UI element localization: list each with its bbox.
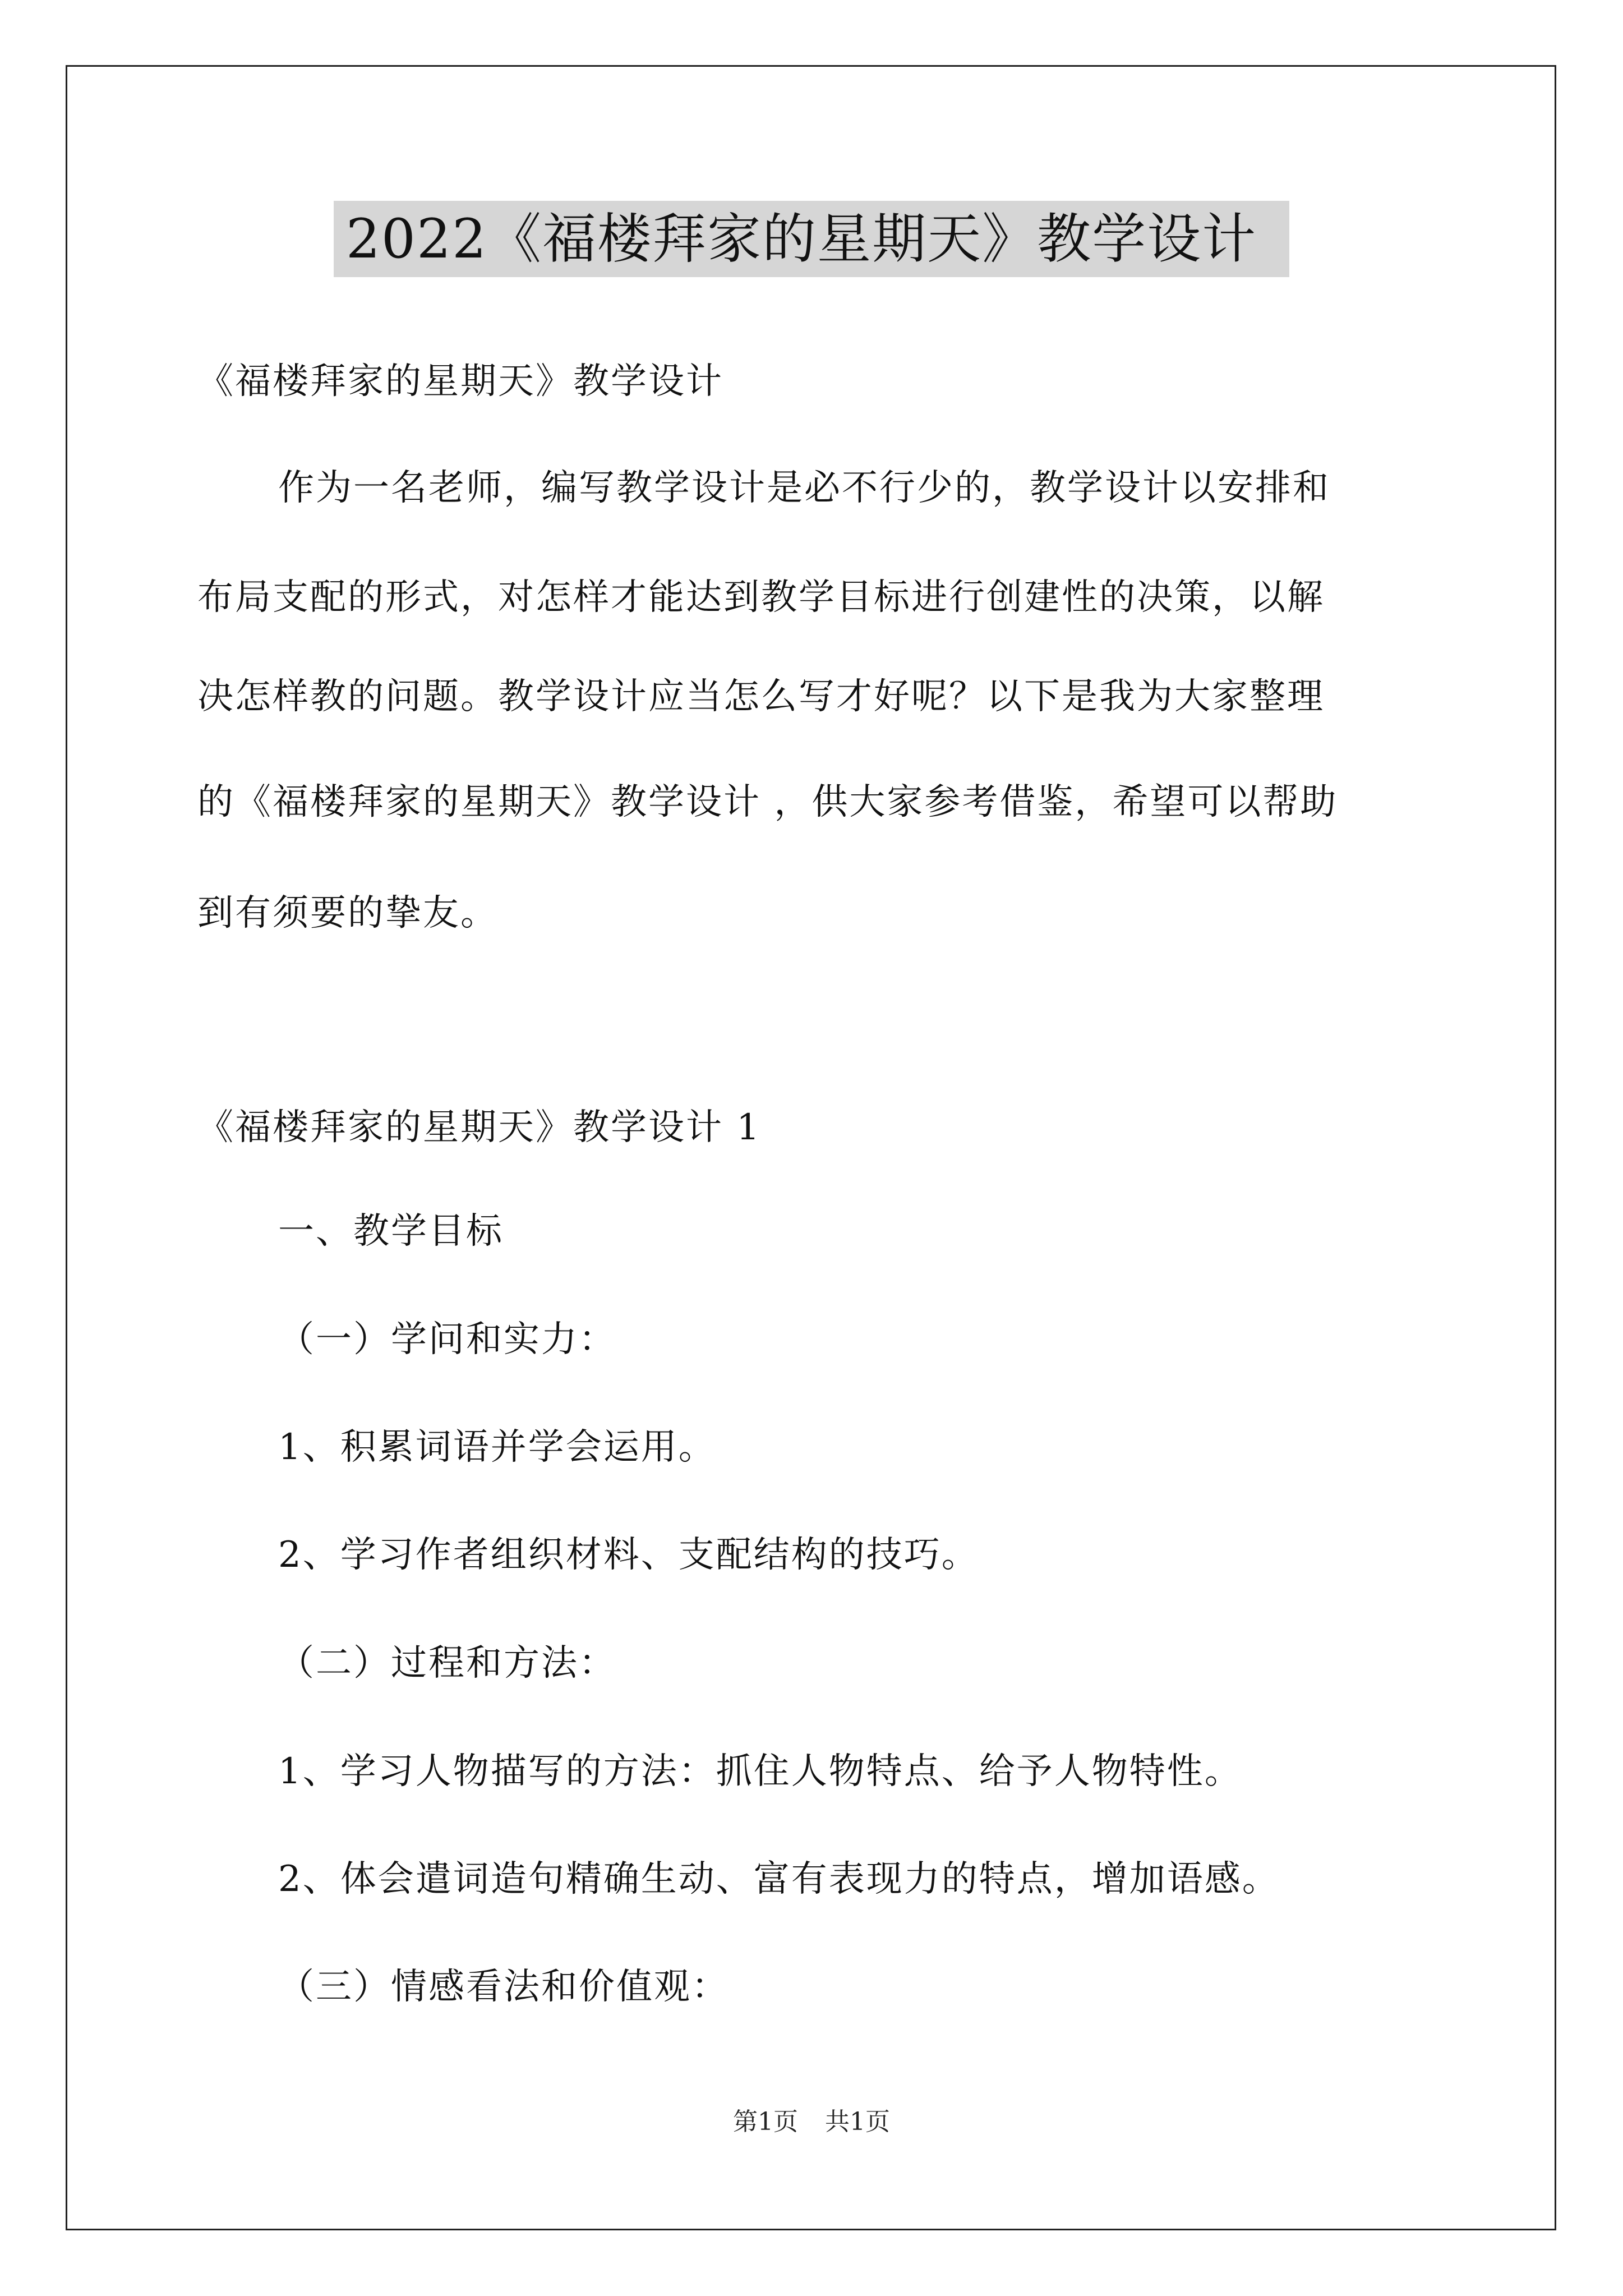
section-heading: 《福楼拜家的星期天》教学设计 1 <box>197 1107 762 1148</box>
document-title: 2022《福楼拜家的星期天》教学设计 <box>334 201 1289 277</box>
subheading-process: （二）过程和方法： <box>278 1642 616 1684</box>
title-container <box>0 201 1623 277</box>
list-item: 1、学习人物描写的方法：抓住人物特点、给予人物特性。 <box>278 1751 1242 1792</box>
page-total: 共1页 <box>825 2108 890 2136</box>
intro-line-2: 布局支配的形式，对怎样才能达到教学目标进行创建性的决策，以解 <box>197 577 1325 618</box>
list-item: 1、积累词语并学会运用。 <box>278 1427 716 1468</box>
page-footer <box>0 2106 1623 2138</box>
list-item: 2、体会遣词造句精确生动、富有表现力的特点，增加语感。 <box>278 1858 1280 1900</box>
intro-line-1: 作为一名老师，编写教学设计是必不行少的，教学设计以安排和 <box>278 467 1330 509</box>
objective-heading: 一、教学目标 <box>278 1211 504 1252</box>
intro-line-5: 到有须要的挚友。 <box>197 892 498 934</box>
subtitle: 《福楼拜家的星期天》教学设计 <box>197 361 723 402</box>
subheading-values: （三）情感看法和价值观： <box>278 1966 729 2008</box>
intro-line-3: 决怎样教的问题。教学设计应当怎么写才好呢？以下是我为大家整理 <box>197 676 1325 717</box>
subheading-knowledge: （一）学问和实力： <box>278 1319 616 1360</box>
list-item: 2、学习作者组织材料、支配结构的技巧。 <box>278 1534 979 1576</box>
intro-line-4: 的《福楼拜家的星期天》教学设计 ，供大家参考借鉴，希望可以帮助 <box>197 781 1338 823</box>
page-number: 第1页 <box>733 2108 798 2136</box>
